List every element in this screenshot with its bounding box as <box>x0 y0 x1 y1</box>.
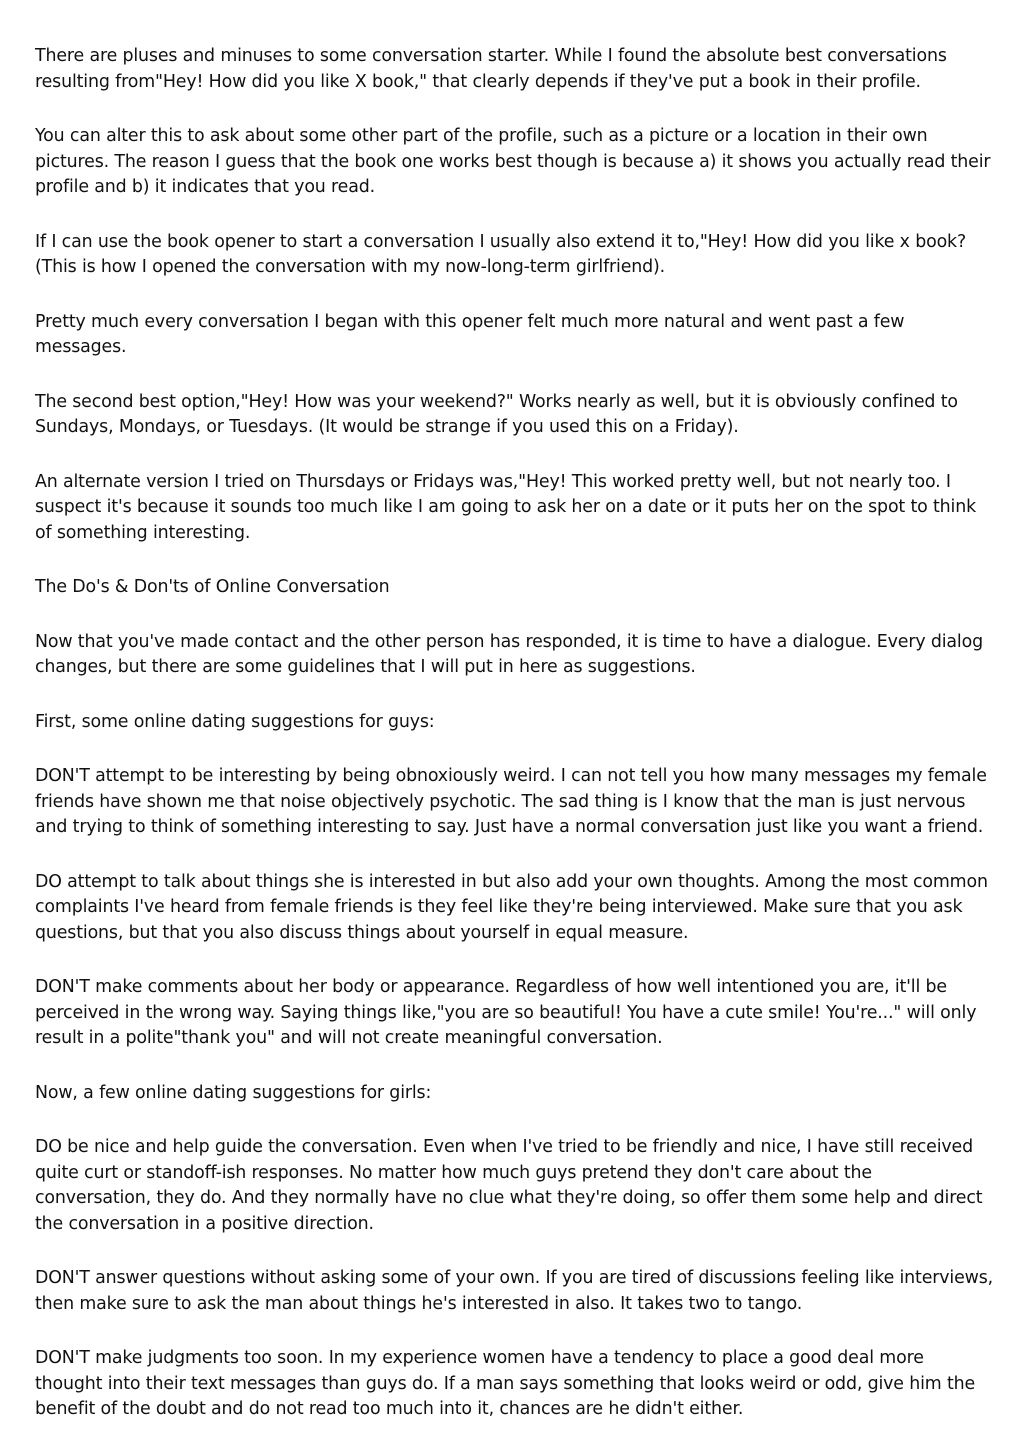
paragraph-guys-intro: First, some online dating suggestions for guys: <box>35 711 435 732</box>
paragraph-book-opener: If I can use the book opener to start a conversation I usually also extend it to,"Hey! How did you like x book? (This is how I opened the conversation with my now-long-term girlfriend). <box>35 231 967 277</box>
paragraph-do-talk: DO attempt to talk about things she is interested in but also add your own thoughts. Among the most common complaints I've heard from female friends is they feel like they're being interviewed. Make sure that you ask questions, but that you also discuss things about yourself in equal measure. <box>35 871 988 943</box>
paragraph-natural: Pretty much every conversation I began with this opener felt much more natural and went past a few messages. <box>35 311 905 357</box>
paragraph-alter-profile: You can alter this to ask about some other part of the profile, such as a picture or a location in their own pictures. The reason I guess that the book one works best though is because a) it shows you actually read their profile and b) it indicates that you read. <box>35 126 991 197</box>
paragraph-alternate: An alternate version I tried on Thursdays or Fridays was,"Hey! This worked pretty well, but not nearly too. I suspect it's because it sounds too much like I am going to ask her on a date or it puts her on the spot to think of something interesting. <box>35 471 977 543</box>
section-heading: The Do's & Don'ts of Online Conversation <box>35 577 390 597</box>
paragraph-weekend: The second best option,"Hey! How was your weekend?" Works nearly as well, but it is obviously confined to Sundays, Mondays, or Tuesdays. (It would be strange if you used this on a Friday). <box>35 391 958 437</box>
paragraph-dialogue: Now that you've made contact and the other person has responded, it is time to have a dialogue. Every dialog changes, but there are some guidelines that I will put in here as suggestions. <box>35 631 983 677</box>
document-body <box>35 44 993 1423</box>
paragraph-dont-body: DON'T make comments about her body or appearance. Regardless of how well intentioned you are, it'll be perceived in the wrong way. Saying things like,"you are so beautiful! You have a cute smile! You're..." will only result in a polite"thank you" and will not create meaningful conversation. <box>35 977 977 1048</box>
paragraph-intro: There are pluses and minuses to some conversation starter. While I found the absolute best conversations resulting from"Hey! How did you like X book," that clearly depends if they've put a book in their profile. <box>35 46 947 92</box>
paragraph-do-nice: DO be nice and help guide the conversation. Even when I've tried to be friendly and nice, I have still received quite curt or standoff-ish responses. No matter how much guys pretend they don't care about the conversation, they do. And they normally have no clue what they're doing, so offer them some help and direct the conversation in a positive direction. <box>35 1137 983 1234</box>
paragraph-dont-weird: DON'T attempt to be interesting by being obnoxiously weird. I can not tell you how many messages my female friends have shown me that noise objectively psychotic. The sad thing is I know that the man is just nervous and trying to think of something interesting to say. Just have a normal conversation just like you want a friend. <box>35 766 987 837</box>
paragraph-dont-answer: DON'T answer questions without asking some of your own. If you are tired of discussions feeling like interviews, then make sure to ask the man about things he's interested in also. It takes two to tango. <box>35 1268 994 1314</box>
paragraph-dont-judge: DON'T make judgments too soon. In my experience women have a tendency to place a good deal more thought into their text messages than guys do. If a man says something that looks weird or odd, give him the benefit of the doubt and do not read too much into it, chances are he didn't either. <box>35 1348 976 1419</box>
paragraph-girls-intro: Now, a few online dating suggestions for girls: <box>35 1082 432 1103</box>
